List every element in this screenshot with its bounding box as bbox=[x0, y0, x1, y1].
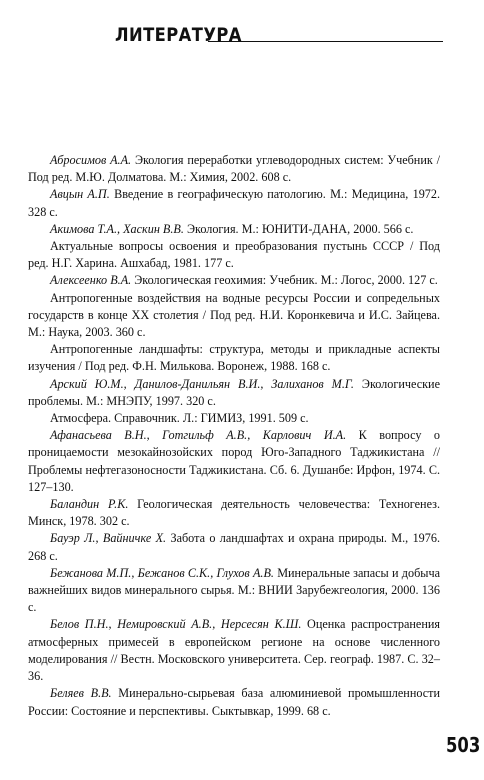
reference-text: Актуальные вопросы освоения и преобразования пустынь СССР / Под ред. Н.Г. Харина. Ашхабад, 1981. 177 с. bbox=[28, 239, 440, 271]
reference-authors: Арский Ю.М., Данилов-Данильян В.И., Залиханов М.Г. bbox=[50, 376, 354, 391]
reference-text: Минеральные запасы и добыча важнейших видов минерального сырья. М.: ВНИИ Зарубежгеология, 2000. 136 с. bbox=[28, 565, 440, 615]
reference-entry bbox=[28, 341, 440, 375]
reference-text: Геологическая деятельность человечества: Техногенез. Минск, 1978. 302 с. bbox=[28, 497, 440, 529]
reference-entry bbox=[28, 152, 440, 186]
reference-text: Экологическая геохимия: Учебник. М.: Логос, 2000. 127 с. bbox=[134, 273, 438, 288]
reference-text: Атмосфера. Справочник. Л.: ГИМИЗ, 1991. 509 с. bbox=[50, 411, 309, 426]
reference-text: Оценка распространения атмосферных примесей в европейском регионе на основе численного моделирования // Вестн. Московского университета. Сер. географ. 1987. С. 32–36. bbox=[28, 617, 440, 684]
reference-text: Экология переработки углеводородных систем: Учебник / Под ред. М.Ю. Долматова. М.: Химия, 2002. 608 с. bbox=[28, 153, 440, 185]
reference-list bbox=[28, 152, 440, 720]
reference-authors: Белов П.Н., Немировский А.В., Нерсесян К.Ш. bbox=[50, 617, 302, 632]
header-rule bbox=[208, 41, 443, 42]
page-header bbox=[115, 22, 445, 52]
page-number: 503 bbox=[446, 733, 481, 757]
section-title: ЛИТЕРАТУРА bbox=[115, 24, 242, 46]
reference-entry bbox=[28, 186, 440, 220]
reference-entry bbox=[28, 238, 440, 272]
reference-authors: Авцын А.П. bbox=[50, 187, 110, 202]
reference-entry bbox=[28, 565, 440, 617]
reference-entry bbox=[28, 410, 440, 427]
reference-authors: Абросимов А.А. bbox=[50, 153, 132, 167]
reference-entry bbox=[28, 496, 440, 530]
reference-entry bbox=[28, 221, 440, 238]
reference-text: К вопросу о проницаемости мезокайнозойских пород Юго-Западного Таджикистана // Проблемы нефтегазоносности Таджикистана. Сб. 6. Душанбе: Ирфон, 1974. С. 127–130. bbox=[28, 428, 441, 494]
reference-text: Минерально-сырьевая база алюминиевой промышленности России: Состояние и перспективы. Сыктывкар, 1999. 68 с. bbox=[28, 686, 440, 718]
reference-text: Антропогенные ландшафты: структура, методы и прикладные аспекты изучения / Под ред. Ф.Н. Милькова. Воронеж, 1988. 168 с. bbox=[28, 342, 440, 374]
reference-entry bbox=[28, 272, 440, 289]
reference-entry bbox=[28, 376, 440, 410]
reference-authors: Акимова Т.А., Хаскин В.В. bbox=[50, 221, 184, 236]
reference-entry bbox=[28, 685, 440, 719]
reference-authors: Алексеенко В.А. bbox=[50, 273, 132, 288]
reference-authors: Беляев В.В. bbox=[50, 686, 112, 701]
reference-authors: Баландин Р.К. bbox=[50, 497, 129, 512]
reference-entry bbox=[28, 616, 440, 685]
reference-authors: Афанасьева В.Н., Готгильф А.В., Карлович И.А. bbox=[50, 428, 347, 443]
reference-entry bbox=[28, 530, 440, 564]
reference-authors: Бежанова М.П., Бежанов С.К., Глухов А.В. bbox=[50, 565, 274, 580]
reference-text: Введение в географическую патологию. М.: Медицина, 1972. 328 с. bbox=[28, 187, 441, 219]
reference-text: Экология. М.: ЮНИТИ-ДАНА, 2000. 566 с. bbox=[186, 221, 414, 236]
reference-text: Экологические проблемы. М.: МНЭПУ, 1997. 320 с. bbox=[28, 376, 440, 408]
reference-text: Забота о ландшафтах и охрана природы. М., 1976. 268 с. bbox=[28, 531, 440, 563]
reference-authors: Бауэр Л., Вайничке Х. bbox=[50, 531, 167, 546]
reference-entry bbox=[28, 427, 440, 496]
reference-entry bbox=[28, 290, 440, 342]
reference-text: Антропогенные воздействия на водные ресурсы России и сопредельных государств в конце XX столетия / Под ред. Н.И. Коронкевича и И.С. Зайцева. М.: Наука, 2003. 360 с. bbox=[28, 290, 440, 340]
